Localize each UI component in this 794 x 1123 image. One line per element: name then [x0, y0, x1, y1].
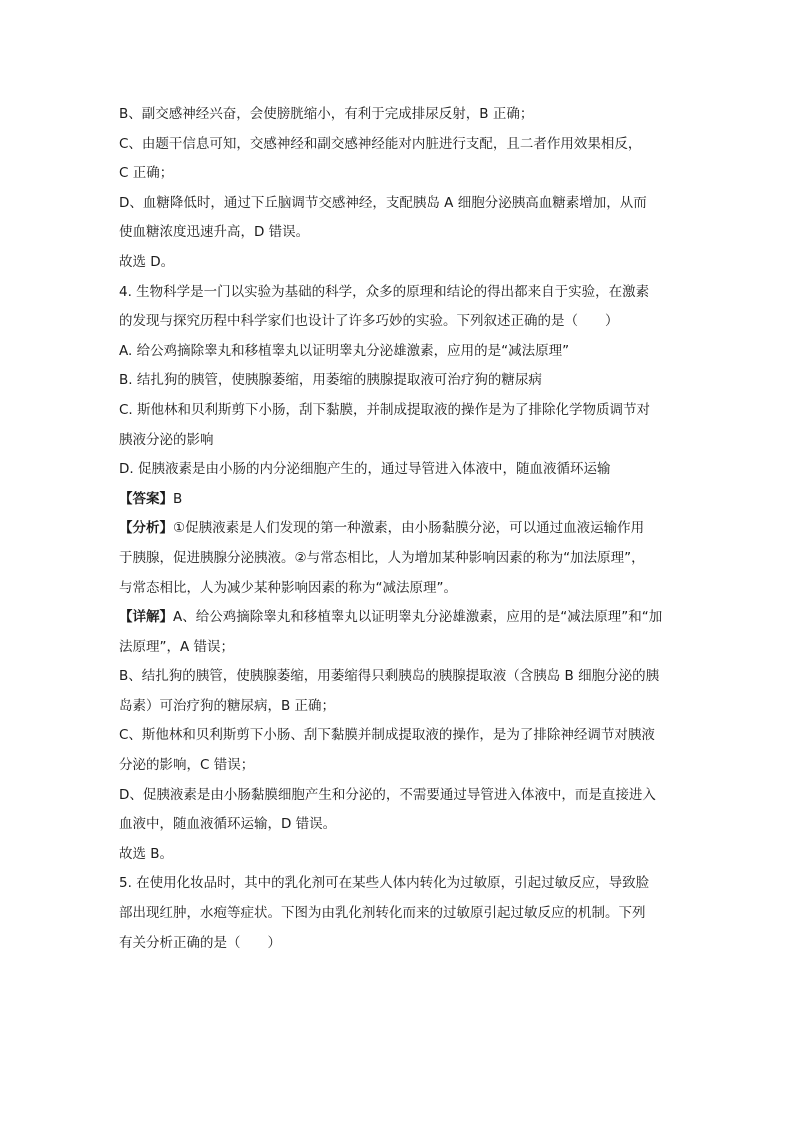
text-line	[119, 544, 679, 574]
line-text: C. 斯他林和贝利斯剪下小肠，刮下黏膜，并制成提取液的操作是为了排除化学物质调节对	[119, 401, 651, 418]
line-text: A. 给公鸡摘除睾丸和移植睾丸以证明睾丸分泌雄激素，应用的是“减法原理”	[119, 342, 570, 359]
line-text: 分泌的影响，C 错误；	[119, 757, 255, 774]
text-line	[119, 130, 679, 160]
text-line	[119, 810, 679, 840]
text-line	[119, 633, 679, 663]
line-text: C、由题干信息可知，交感神经和副交感神经能对内脏进行支配，且二者作用效果相反，	[119, 135, 642, 152]
text-line	[119, 574, 679, 604]
line-text: 有关分析正确的是（ ）	[119, 934, 281, 951]
line-text: A、给公鸡摘除睾丸和移植睾丸以证明睾丸分泌雄激素，应用的是“减法原理”和“加	[173, 609, 663, 626]
line-text: D. 促胰液素是由小肠的内分泌细胞产生的，通过导管进入体液中，随血液循环运输	[119, 461, 611, 478]
line-text: 血液中，随血液循环运输，D 错误。	[119, 816, 337, 833]
line-text: C、斯他林和贝利斯剪下小肠、刮下黏膜并制成提取液的操作，是为了排除神经调节对胰液	[119, 727, 655, 744]
text-line	[119, 159, 679, 189]
analysis-label: 【分析】	[119, 520, 173, 537]
answer-line	[119, 485, 679, 515]
line-text: 5. 在使用化妆品时，其中的乳化剂可在某些人体内转化为过敏原，引起过敏反应，导致脸	[119, 875, 650, 892]
option-b	[119, 366, 679, 396]
line-text: 故选 B。	[119, 845, 174, 862]
text-line	[119, 692, 679, 722]
option-c	[119, 396, 679, 426]
line-text: C 正确；	[119, 165, 174, 182]
line-text: B. 结扎狗的胰管，使胰腺萎缩，用萎缩的胰腺提取液可治疗狗的糖尿病	[119, 372, 542, 389]
line-text: B、结扎狗的胰管，使胰腺萎缩，用萎缩得只剩胰岛的胰腺提取液（含胰岛 B 细胞分泌的胰	[119, 668, 660, 685]
question-line	[119, 869, 679, 899]
line-text: 部出现红肿，水疱等症状。下图为由乳化剂转化而来的过敏原引起过敏反应的机制。下列	[119, 905, 646, 922]
line-text: 岛素）可治疗狗的糖尿病，B 正确；	[119, 697, 336, 714]
line-text: 法原理”，A 错误；	[119, 638, 235, 655]
question-line	[119, 929, 679, 959]
question-line	[119, 307, 679, 337]
text-line	[119, 662, 679, 692]
line-text: ①促胰液素是人们发现的第一种激素，由小肠黏膜分泌，可以通过血液运输作用	[173, 520, 645, 537]
explanation-line	[119, 603, 679, 633]
line-text: 胰液分泌的影响	[119, 431, 214, 448]
document-body	[119, 100, 679, 958]
line-text: 于胰腺，促进胰腺分泌胰液。②与常态相比，人为增加某种影响因素的称为“加法原理”，	[119, 549, 645, 566]
line-text: B、副交感神经兴奋，会使膀胱缩小，有利于完成排尿反射，B 正确；	[119, 106, 534, 122]
line-text: 使血糖浓度迅速升高，D 错误。	[119, 224, 310, 241]
text-line	[119, 781, 679, 811]
answer-value: B	[173, 490, 183, 507]
explanation-label: 【详解】	[119, 609, 173, 626]
analysis-line	[119, 514, 679, 544]
answer-label: 【答案】	[119, 490, 173, 507]
option-c-continued	[119, 426, 679, 456]
text-line	[119, 721, 679, 751]
text-line	[119, 248, 679, 278]
text-line	[119, 751, 679, 781]
line-text: D、血糖降低时，通过下丘脑调节交感神经，支配胰岛 A 细胞分泌胰高血糖素增加，从而	[119, 194, 647, 211]
text-line	[119, 840, 679, 870]
line-text: 的发现与探究历程中科学家们也设计了许多巧妙的实验。下列叙述正确的是（ ）	[119, 313, 619, 330]
text-line	[119, 218, 679, 248]
text-line	[119, 100, 679, 130]
text-line	[119, 189, 679, 219]
option-d	[119, 455, 679, 485]
question-line	[119, 899, 679, 929]
line-text: 故选 D。	[119, 253, 175, 270]
question-line	[119, 278, 679, 308]
option-a	[119, 337, 679, 367]
line-text: D、促胰液素是由小肠黏膜细胞产生和分泌的，不需要通过导管进入体液中，而是直接进入	[119, 786, 656, 803]
line-text: 与常态相比，人为减少某种影响因素的称为“减法原理”。	[119, 579, 457, 596]
line-text: 4. 生物科学是一门以实验为基础的科学，众多的原理和结论的得出都来自于实验，在激素	[119, 283, 650, 300]
